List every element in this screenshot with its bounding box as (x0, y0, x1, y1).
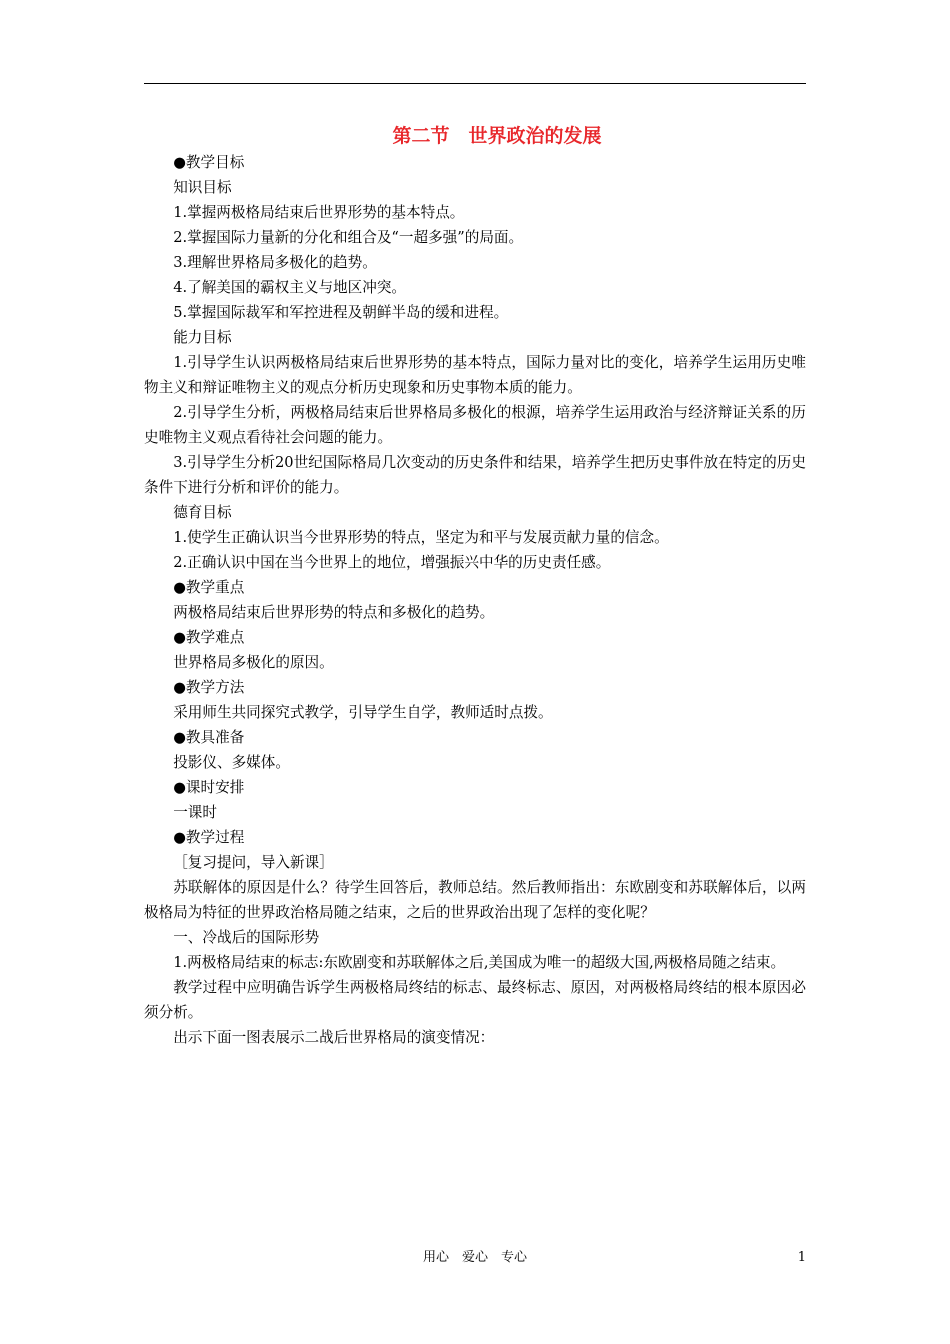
list-item: 5.掌握国际裁军和军控进程及朝鲜半岛的缓和进程。 (173, 304, 509, 321)
paragraph: 投影仪、多媒体。 (173, 754, 290, 771)
section-heading-process: ●教学过程 (173, 829, 245, 846)
list-item: 1.引导学生认识两极格局结束后世界形势的基本特点，国际力量对比的变化，培养学生运用历史唯物主义和辩证唯物主义的观点分析历史现象和历史事物本质的能力。 (144, 354, 806, 396)
list-item: 3.引导学生分析20世纪国际格局几次变动的历史条件和结果，培养学生把历史事件放在特定的历史条件下进行分析和评价的能力。 (144, 454, 806, 496)
list-item: 2.正确认识中国在当今世界上的地位，增强振兴中华的历史责任感。 (173, 554, 611, 571)
list-item: 1.使学生正确认识当今世界形势的特点，坚定为和平与发展贡献力量的信念。 (173, 529, 669, 546)
paragraph: 世界格局多极化的原因。 (173, 654, 334, 671)
section-heading-difficulties: ●教学难点 (173, 629, 245, 646)
list-item: 2.引导学生分析，两极格局结束后世界格局多极化的根源，培养学生运用政治与经济辩证关系的历史唯物主义观点看待社会问题的能力。 (144, 404, 806, 446)
paragraph: 两极格局结束后世界形势的特点和多极化的趋势。 (173, 604, 495, 621)
paragraph: 苏联解体的原因是什么？待学生回答后，教师总结。然后教师指出：东欧剧变和苏联解体后，以两极格局为特征的世界政治格局随之结束，之后的世界政治出现了怎样的变化呢？ (144, 879, 806, 921)
list-item: 1.掌握两极格局结束后世界形势的基本特点。 (173, 204, 465, 221)
paragraph: ［复习提问，导入新课］ (173, 854, 334, 871)
paragraph: 采用师生共同探究式教学，引导学生自学，教师适时点拨。 (173, 704, 553, 721)
subheading-postwar: 一、冷战后的国际形势 (173, 929, 320, 946)
paragraph: 1.两极格局结束的标志:东欧剧变和苏联解体之后,美国成为唯一的超级大国,两极格局随之结束。 (173, 954, 786, 971)
document-body (144, 150, 806, 1050)
section-heading-objectives: ●教学目标 (173, 154, 245, 171)
subheading-knowledge: 知识目标 (173, 179, 232, 196)
list-item: 2.掌握国际力量新的分化和组合及“一超多强”的局面。 (173, 229, 524, 246)
paragraph: 出示下面一图表展示二战后世界格局的演变情况： (173, 1029, 495, 1046)
subheading-moral: 德育目标 (173, 504, 232, 521)
subheading-ability: 能力目标 (173, 329, 232, 346)
section-heading-schedule: ●课时安排 (173, 779, 245, 796)
page-title: 第二节 世界政治的发展 (392, 125, 602, 147)
section-heading-tools: ●教具准备 (173, 729, 245, 746)
list-item: 4.了解美国的霸权主义与地区冲突。 (173, 279, 407, 296)
paragraph: 教学过程中应明确告诉学生两极格局终结的标志、最终标志、原因，对两极格局终结的根本原因必须分析。 (144, 979, 806, 1021)
list-item: 3.理解世界格局多极化的趋势。 (173, 254, 377, 271)
paragraph: 一课时 (173, 804, 217, 821)
header-rule (144, 83, 806, 84)
section-heading-methods: ●教学方法 (173, 679, 245, 696)
footer-motto: 用心 爱心 专心 (422, 1250, 527, 1265)
section-heading-key-points: ●教学重点 (173, 579, 245, 596)
page-number: 1 (797, 1250, 806, 1265)
